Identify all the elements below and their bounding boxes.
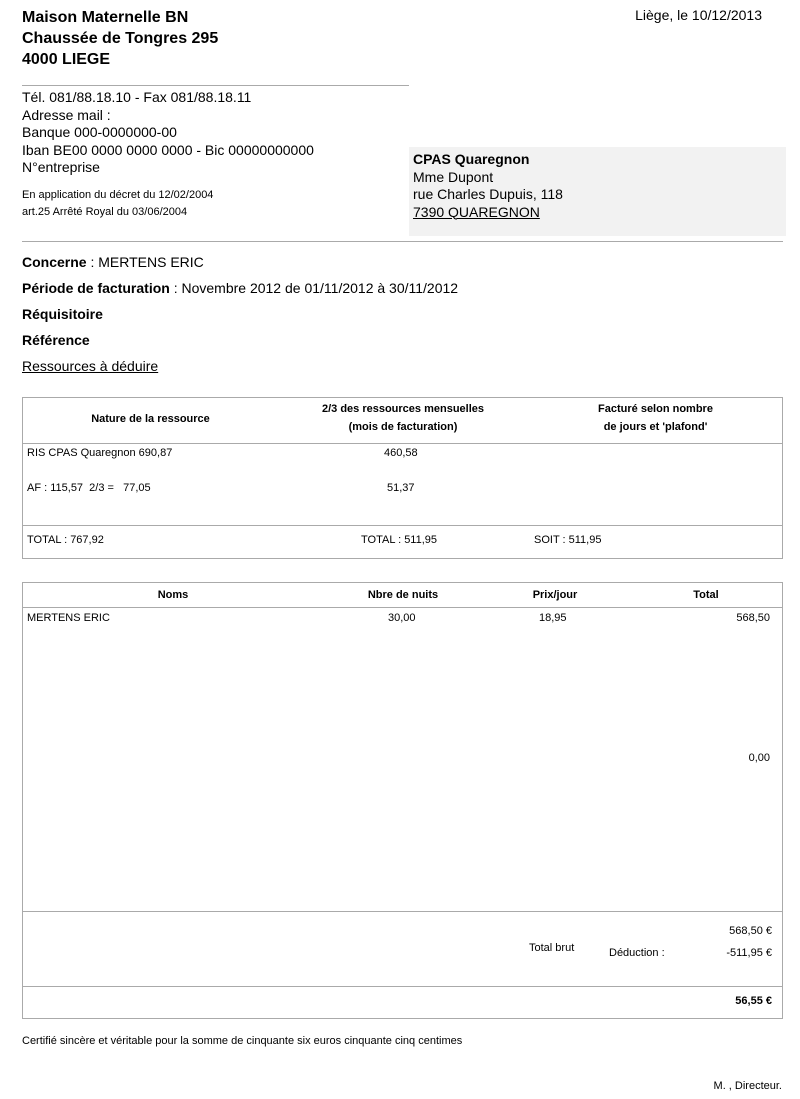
decree-line-1: En application du décret du 12/02/2004 bbox=[22, 189, 214, 201]
resources-total-two-thirds: TOTAL : 511,95 bbox=[361, 534, 438, 546]
billing-row-1-nom: MERTENS ERIC bbox=[27, 612, 110, 624]
billing-row-1-total: 568,50 bbox=[736, 612, 770, 624]
reference-line bbox=[22, 332, 90, 348]
concerne-label: Concerne bbox=[22, 254, 87, 270]
resource-row-2-two-thirds: 51,37 bbox=[387, 482, 415, 494]
periode-label: Période de facturation bbox=[22, 280, 170, 296]
resource-row-1-nature: RIS CPAS Quaregnon 690,87 bbox=[27, 447, 173, 459]
sender-contact bbox=[22, 89, 314, 177]
billing-row-1-nuits: 30,00 bbox=[388, 612, 416, 624]
sender-name: Maison Maternelle BN bbox=[22, 9, 189, 26]
invoice-date: Liège, le 10/12/2013 bbox=[635, 7, 762, 23]
periode-line bbox=[22, 280, 458, 296]
reference-label: Référence bbox=[22, 332, 90, 348]
billing-row-1-prix: 18,95 bbox=[539, 612, 567, 624]
sender-bank: Banque 000-0000000-00 bbox=[22, 124, 177, 140]
decree-line-2: art.25 Arrêté Royal du 03/06/2004 bbox=[22, 206, 188, 218]
sender-phone-fax: Tél. 081/88.18.10 - Fax 081/88.18.11 bbox=[22, 89, 252, 105]
header-divider bbox=[22, 85, 409, 86]
sender-street: Chaussée de Tongres 295 bbox=[22, 30, 219, 47]
total-brut-value: 568,50 € bbox=[729, 925, 772, 937]
header-billed-line-2: de jours et 'plafond' bbox=[603, 421, 708, 433]
concerne-value: : MERTENS ERIC bbox=[86, 254, 204, 270]
decree-block bbox=[22, 187, 213, 221]
certification-text: Certifié sincère et véritable pour la somme de cinquante six euros cinquante cinq centimes bbox=[22, 1035, 463, 1047]
header-noms: Noms bbox=[157, 589, 189, 601]
header-prix: Prix/jour bbox=[532, 589, 578, 601]
header-two-thirds bbox=[293, 400, 513, 436]
concerne-line bbox=[22, 254, 204, 270]
recipient-block bbox=[409, 147, 786, 236]
billing-summary-divider bbox=[23, 986, 782, 987]
periode-value: : Novembre 2012 de 01/11/2012 à 30/11/2012 bbox=[169, 280, 459, 296]
recipient-street: rue Charles Dupuis, 118 bbox=[413, 186, 563, 202]
header-nuits: Nbre de nuits bbox=[367, 589, 439, 601]
net-total: 56,55 € bbox=[735, 995, 772, 1007]
resources-total-divider bbox=[23, 525, 782, 526]
header-two-thirds-line-2: (mois de facturation) bbox=[348, 421, 458, 433]
header-billed bbox=[563, 400, 748, 436]
header-two-thirds-line-1: 2/3 des ressources mensuelles bbox=[321, 403, 485, 415]
recipient-city: 7390 QUAREGNON bbox=[413, 203, 540, 220]
billing-header-divider bbox=[23, 607, 782, 608]
resources-total-billed: SOIT : 511,95 bbox=[534, 534, 602, 546]
requisitoire-label: Réquisitoire bbox=[22, 306, 103, 322]
requisitoire-line bbox=[22, 306, 103, 322]
resources-total-nature: TOTAL : 767,92 bbox=[27, 534, 104, 546]
deduction-label: Déduction : bbox=[609, 947, 665, 959]
header-nature: Nature de la ressource bbox=[91, 413, 210, 425]
billing-table bbox=[22, 582, 783, 1019]
resources-table bbox=[22, 397, 783, 559]
sender-block bbox=[22, 7, 218, 70]
resource-row-2-nature: AF : 115,57 2/3 = 77,05 bbox=[27, 482, 151, 494]
resource-row-1-two-thirds: 460,58 bbox=[384, 447, 418, 459]
sender-iban: Iban BE00 0000 0000 0000 - Bic 00000000000 bbox=[22, 141, 314, 158]
sender-city: 4000 LIEGE bbox=[22, 51, 111, 68]
sender-enterprise: N°entreprise bbox=[22, 159, 100, 175]
billing-body-divider bbox=[23, 911, 782, 912]
sender-email: Adresse mail : bbox=[22, 106, 111, 123]
billing-subtotal-extra: 0,00 bbox=[748, 752, 770, 764]
ressources-heading: Ressources à déduire bbox=[22, 358, 159, 374]
recipient-name: CPAS Quaregnon bbox=[413, 151, 530, 167]
header-total: Total bbox=[693, 589, 719, 601]
deduction-value: -511,95 € bbox=[726, 947, 772, 959]
recipient-contact: Mme Dupont bbox=[413, 168, 494, 185]
total-brut-label: Total brut bbox=[529, 942, 575, 954]
resources-header-divider bbox=[23, 443, 782, 444]
signature-line: M. , Directeur. bbox=[713, 1080, 782, 1092]
section-divider bbox=[22, 241, 783, 242]
header-billed-line-1: Facturé selon nombre bbox=[598, 403, 713, 415]
